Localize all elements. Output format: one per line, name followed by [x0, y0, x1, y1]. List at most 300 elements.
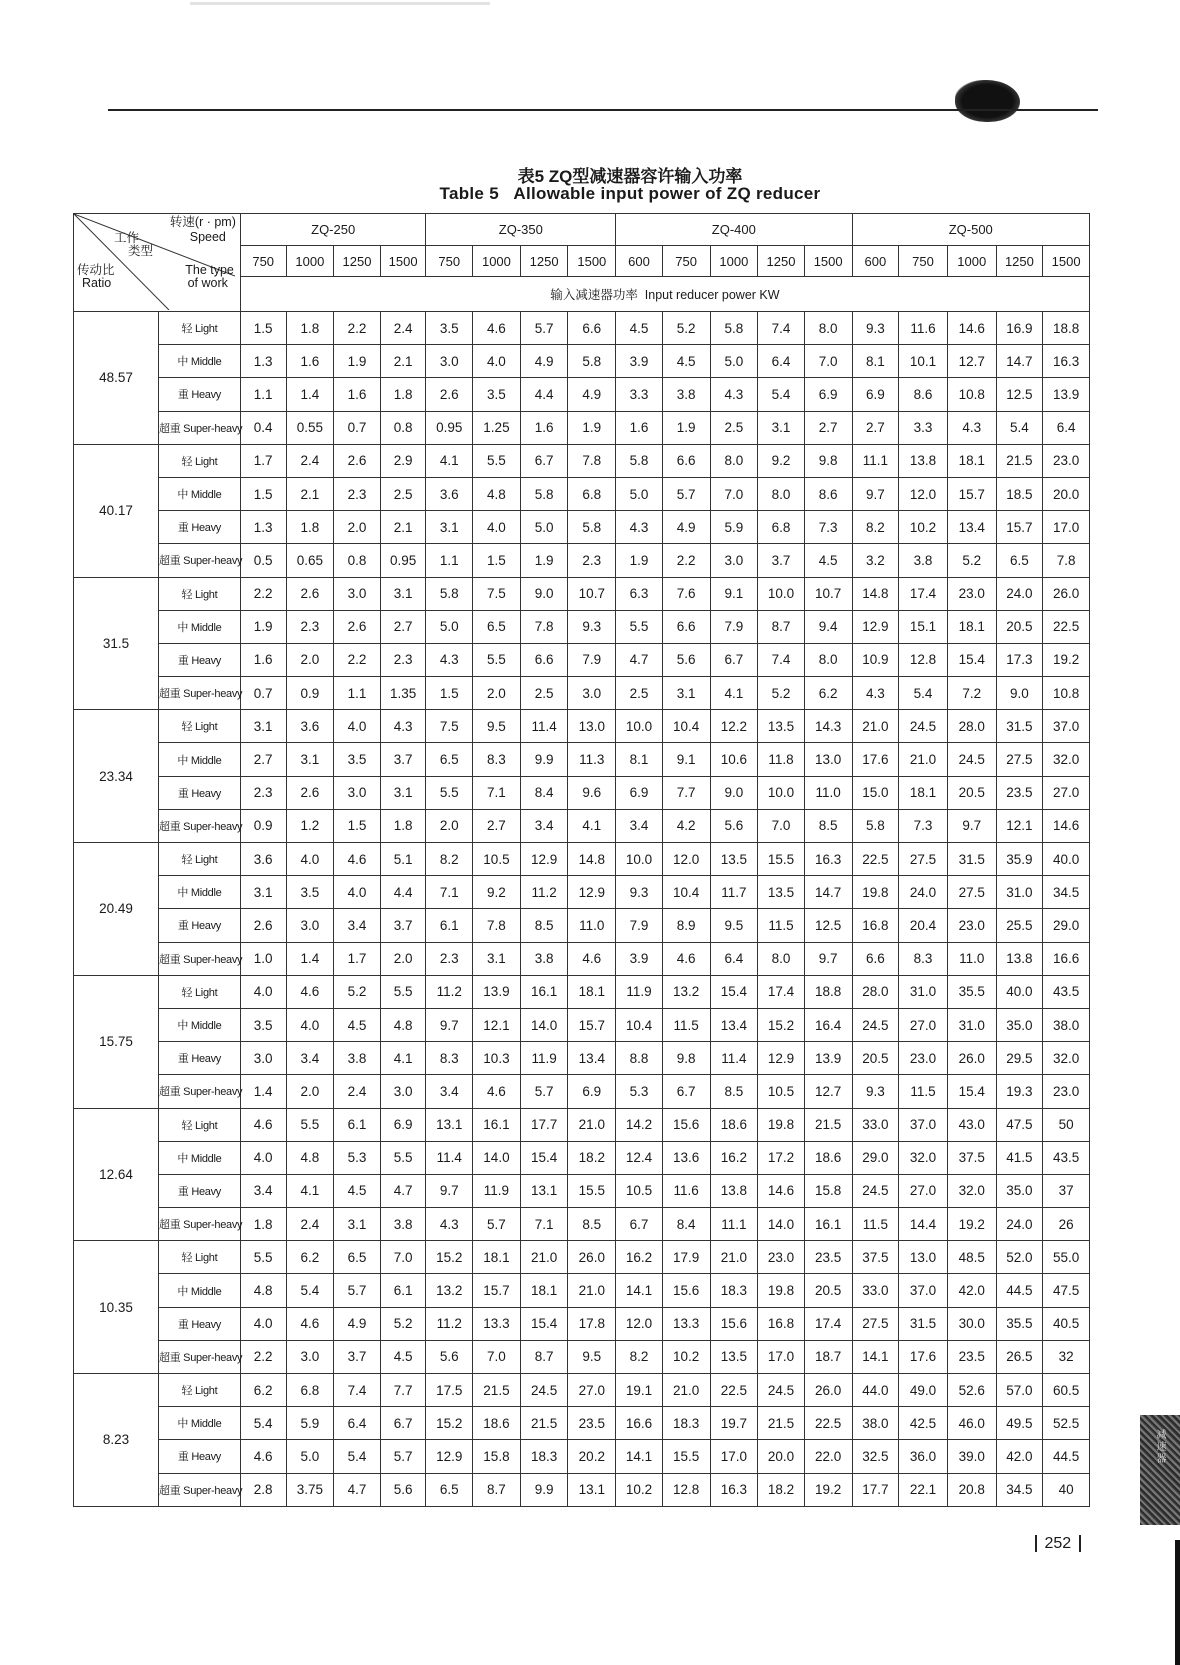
power-value-cell: 0.55 — [286, 411, 334, 444]
power-value-cell: 4.0 — [240, 1307, 286, 1340]
ratio-cell: 40.17 — [74, 444, 159, 577]
power-value-cell: 7.5 — [473, 577, 521, 610]
power-value-cell: 5.3 — [334, 1141, 381, 1174]
power-value-cell: 33.0 — [852, 1274, 899, 1307]
power-value-cell: 1.3 — [240, 511, 286, 544]
work-type-cell: 中 Middle — [159, 345, 241, 378]
power-value-cell: 5.4 — [286, 1274, 334, 1307]
power-value-cell: 32.0 — [947, 1174, 996, 1207]
power-value-cell: 3.1 — [240, 710, 286, 743]
power-value-cell: 24.0 — [996, 1208, 1043, 1241]
power-value-cell: 39.0 — [947, 1440, 996, 1473]
power-value-cell: 6.8 — [568, 477, 616, 510]
power-value-cell: 4.0 — [473, 511, 521, 544]
power-value-cell: 2.9 — [380, 444, 426, 477]
power-value-cell: 5.4 — [240, 1407, 286, 1440]
power-value-cell: 4.3 — [852, 677, 899, 710]
power-value-cell: 2.7 — [852, 411, 899, 444]
power-value-cell: 19.2 — [804, 1473, 852, 1506]
power-value-cell: 18.6 — [473, 1407, 521, 1440]
power-value-cell: 3.7 — [380, 743, 426, 776]
power-value-cell: 20.2 — [568, 1440, 616, 1473]
power-value-cell: 10.6 — [710, 743, 758, 776]
power-value-cell: 2.2 — [662, 544, 710, 577]
power-value-cell: 5.2 — [758, 677, 805, 710]
power-value-cell: 6.6 — [662, 444, 710, 477]
power-value-cell: 21.5 — [804, 1108, 852, 1141]
power-value-cell: 3.4 — [616, 809, 663, 842]
power-value-cell: 7.1 — [426, 876, 473, 909]
power-value-cell: 49.0 — [899, 1374, 948, 1407]
power-value-cell: 6.2 — [240, 1374, 286, 1407]
power-value-cell: 5.9 — [710, 511, 758, 544]
power-value-cell: 11.7 — [710, 876, 758, 909]
power-value-cell: 17.7 — [520, 1108, 568, 1141]
power-value-cell: 3.6 — [240, 843, 286, 876]
power-value-cell: 8.0 — [804, 312, 852, 345]
power-value-cell: 4.3 — [426, 1208, 473, 1241]
power-value-cell: 1.5 — [240, 312, 286, 345]
power-value-cell: 1.7 — [334, 942, 381, 975]
power-value-cell: 6.1 — [334, 1108, 381, 1141]
power-value-cell: 2.1 — [286, 477, 334, 510]
speed-header: 1000 — [473, 246, 521, 277]
work-label-cn-1: 工作 — [114, 231, 140, 245]
power-value-cell: 24.5 — [520, 1374, 568, 1407]
power-value-cell: 0.8 — [334, 544, 381, 577]
power-value-cell: 15.5 — [662, 1440, 710, 1473]
table-row — [74, 1374, 1090, 1407]
power-value-cell: 6.6 — [662, 610, 710, 643]
power-value-cell: 10.4 — [662, 876, 710, 909]
power-value-cell: 11.2 — [426, 1307, 473, 1340]
power-value-cell: 0.7 — [334, 411, 381, 444]
power-value-cell: 7.8 — [1043, 544, 1090, 577]
power-value-cell: 42.0 — [947, 1274, 996, 1307]
power-value-cell: 8.4 — [662, 1208, 710, 1241]
power-value-cell: 23.0 — [758, 1241, 805, 1274]
power-value-cell: 15.0 — [852, 776, 899, 809]
power-value-cell: 38.0 — [1043, 1008, 1090, 1041]
work-type-cell: 超重 Super-heavy — [159, 942, 241, 975]
power-value-cell: 11.9 — [616, 975, 663, 1008]
power-value-cell: 48.5 — [947, 1241, 996, 1274]
power-value-cell: 10.4 — [616, 1008, 663, 1041]
power-value-cell: 7.1 — [520, 1208, 568, 1241]
power-value-cell: 2.3 — [568, 544, 616, 577]
power-value-cell: 5.0 — [710, 345, 758, 378]
power-value-cell: 37.5 — [947, 1141, 996, 1174]
power-value-cell: 15.4 — [520, 1307, 568, 1340]
power-value-cell: 15.2 — [758, 1008, 805, 1041]
power-value-cell: 11.1 — [710, 1208, 758, 1241]
power-value-cell: 9.3 — [616, 876, 663, 909]
power-value-cell: 3.4 — [520, 809, 568, 842]
power-value-cell: 13.4 — [710, 1008, 758, 1041]
table-row — [74, 378, 1090, 411]
power-value-cell: 44.5 — [996, 1274, 1043, 1307]
power-value-cell: 12.5 — [804, 909, 852, 942]
power-value-cell: 13.0 — [804, 743, 852, 776]
power-value-cell: 15.2 — [426, 1407, 473, 1440]
power-value-cell: 14.2 — [616, 1108, 663, 1141]
power-value-cell: 26.5 — [996, 1340, 1043, 1373]
power-value-cell: 17.4 — [758, 975, 805, 1008]
power-value-cell: 16.8 — [852, 909, 899, 942]
work-type-cell: 轻 Light — [159, 312, 241, 345]
power-value-cell: 1.9 — [334, 345, 381, 378]
power-value-cell: 26.0 — [1043, 577, 1090, 610]
power-value-cell: 13.5 — [758, 876, 805, 909]
work-type-cell: 中 Middle — [159, 743, 241, 776]
power-value-cell: 0.4 — [240, 411, 286, 444]
speed-header: 1000 — [286, 246, 334, 277]
power-value-cell: 6.4 — [758, 345, 805, 378]
power-value-cell: 27.5 — [852, 1307, 899, 1340]
power-value-cell: 3.2 — [852, 544, 899, 577]
table-row — [74, 1241, 1090, 1274]
power-value-cell: 2.3 — [426, 942, 473, 975]
power-value-cell: 46.0 — [947, 1407, 996, 1440]
power-value-cell: 7.0 — [473, 1340, 521, 1373]
power-value-cell: 1.1 — [426, 544, 473, 577]
power-value-cell: 13.4 — [568, 1042, 616, 1075]
power-value-cell: 7.6 — [662, 577, 710, 610]
table-row — [74, 1440, 1090, 1473]
power-value-cell: 15.8 — [473, 1440, 521, 1473]
table-row — [74, 710, 1090, 743]
power-value-cell: 3.7 — [380, 909, 426, 942]
power-value-cell: 12.5 — [996, 378, 1043, 411]
power-value-cell: 1.4 — [286, 942, 334, 975]
power-value-cell: 15.7 — [947, 477, 996, 510]
power-value-cell: 7.3 — [804, 511, 852, 544]
power-value-cell: 31.0 — [899, 975, 948, 1008]
power-value-cell: 5.4 — [996, 411, 1043, 444]
power-value-cell: 22.5 — [804, 1407, 852, 1440]
power-value-cell: 12.7 — [804, 1075, 852, 1108]
power-value-cell: 9.1 — [710, 577, 758, 610]
power-value-cell: 3.9 — [616, 942, 663, 975]
power-value-cell: 4.1 — [380, 1042, 426, 1075]
power-value-cell: 15.6 — [710, 1307, 758, 1340]
power-value-cell: 14.4 — [899, 1208, 948, 1241]
power-value-cell: 34.5 — [1043, 876, 1090, 909]
ratio-label-en: Ratio — [82, 276, 112, 290]
power-value-cell: 6.9 — [804, 378, 852, 411]
power-value-cell: 12.0 — [662, 843, 710, 876]
power-value-cell: 16.2 — [616, 1241, 663, 1274]
power-value-cell: 18.8 — [804, 975, 852, 1008]
power-value-cell: 18.5 — [996, 477, 1043, 510]
power-value-cell: 0.9 — [286, 677, 334, 710]
power-value-cell: 17.6 — [852, 743, 899, 776]
power-value-cell: 7.1 — [473, 776, 521, 809]
power-value-cell: 12.9 — [758, 1042, 805, 1075]
power-value-cell: 10.1 — [899, 345, 948, 378]
power-value-cell: 9.7 — [426, 1174, 473, 1207]
power-value-cell: 19.7 — [710, 1407, 758, 1440]
power-value-cell: 5.5 — [616, 610, 663, 643]
power-value-cell: 4.0 — [240, 1141, 286, 1174]
power-value-cell: 4.5 — [616, 312, 663, 345]
power-value-cell: 14.1 — [616, 1274, 663, 1307]
power-value-cell: 8.1 — [616, 743, 663, 776]
power-value-cell: 15.5 — [568, 1174, 616, 1207]
power-value-cell: 4.1 — [286, 1174, 334, 1207]
power-value-cell: 18.3 — [520, 1440, 568, 1473]
work-type-cell: 重 Heavy — [159, 1042, 241, 1075]
power-value-cell: 16.1 — [804, 1208, 852, 1241]
power-value-cell: 37.0 — [1043, 710, 1090, 743]
power-value-cell: 10.0 — [616, 710, 663, 743]
power-value-cell: 6.3 — [616, 577, 663, 610]
power-value-cell: 21.0 — [568, 1274, 616, 1307]
power-value-cell: 22.5 — [852, 843, 899, 876]
speed-label-en: Speed — [189, 230, 226, 244]
power-value-cell: 2.1 — [380, 345, 426, 378]
power-value-cell: 18.6 — [804, 1141, 852, 1174]
power-value-cell: 3.8 — [380, 1208, 426, 1241]
power-value-cell: 23.5 — [996, 776, 1043, 809]
power-value-cell: 11.2 — [520, 876, 568, 909]
work-type-cell: 轻 Light — [159, 710, 241, 743]
table-row — [74, 477, 1090, 510]
power-value-cell: 12.9 — [568, 876, 616, 909]
power-value-cell: 10.4 — [662, 710, 710, 743]
power-value-cell: 8.3 — [899, 942, 948, 975]
power-value-cell: 7.8 — [568, 444, 616, 477]
power-value-cell: 5.2 — [662, 312, 710, 345]
power-value-cell: 24.5 — [852, 1008, 899, 1041]
power-value-cell: 4.1 — [710, 677, 758, 710]
power-value-cell: 2.2 — [334, 312, 381, 345]
power-value-cell: 8.0 — [710, 444, 758, 477]
power-value-cell: 8.2 — [616, 1340, 663, 1373]
power-value-cell: 18.1 — [520, 1274, 568, 1307]
power-value-cell: 19.8 — [758, 1108, 805, 1141]
power-value-cell: 4.8 — [380, 1008, 426, 1041]
power-value-cell: 18.3 — [662, 1407, 710, 1440]
power-value-cell: 9.8 — [662, 1042, 710, 1075]
power-value-cell: 5.0 — [616, 477, 663, 510]
power-value-cell: 9.1 — [662, 743, 710, 776]
power-value-cell: 14.7 — [996, 345, 1043, 378]
power-value-cell: 2.0 — [286, 1075, 334, 1108]
power-value-cell: 32.0 — [1043, 743, 1090, 776]
power-value-cell: 10.7 — [804, 577, 852, 610]
power-value-cell: 31.0 — [996, 876, 1043, 909]
power-value-cell: 2.2 — [240, 1340, 286, 1373]
power-value-cell: 13.3 — [662, 1307, 710, 1340]
power-value-cell: 11.9 — [520, 1042, 568, 1075]
power-value-cell: 14.7 — [804, 876, 852, 909]
power-value-cell: 6.4 — [334, 1407, 381, 1440]
work-type-cell: 重 Heavy — [159, 1440, 241, 1473]
power-value-cell: 27.0 — [899, 1008, 948, 1041]
speed-header: 1500 — [380, 246, 426, 277]
power-value-cell: 32 — [1043, 1340, 1090, 1373]
power-value-cell: 9.0 — [520, 577, 568, 610]
power-value-cell: 6.6 — [568, 312, 616, 345]
work-type-cell: 重 Heavy — [159, 511, 241, 544]
power-value-cell: 5.6 — [426, 1340, 473, 1373]
power-value-cell: 6.4 — [1043, 411, 1090, 444]
power-value-cell: 17.5 — [426, 1374, 473, 1407]
power-value-cell: 2.3 — [334, 477, 381, 510]
power-value-cell: 3.5 — [286, 876, 334, 909]
power-value-cell: 3.1 — [380, 776, 426, 809]
power-value-cell: 3.9 — [616, 345, 663, 378]
power-value-cell: 2.6 — [286, 776, 334, 809]
power-value-cell: 23.0 — [1043, 1075, 1090, 1108]
power-value-cell: 5.3 — [616, 1075, 663, 1108]
power-value-cell: 4.0 — [473, 345, 521, 378]
power-value-cell: 2.0 — [473, 677, 521, 710]
power-value-cell: 10.0 — [616, 843, 663, 876]
power-value-cell: 9.3 — [568, 610, 616, 643]
power-value-cell: 42.0 — [996, 1440, 1043, 1473]
power-value-cell: 10.3 — [473, 1042, 521, 1075]
power-value-cell: 16.6 — [1043, 942, 1090, 975]
power-value-cell: 1.4 — [240, 1075, 286, 1108]
power-value-cell: 12.7 — [947, 345, 996, 378]
power-value-cell: 8.3 — [426, 1042, 473, 1075]
power-value-cell: 21.0 — [710, 1241, 758, 1274]
power-value-cell: 2.3 — [286, 610, 334, 643]
table-row — [74, 1174, 1090, 1207]
power-value-cell: 13.1 — [426, 1108, 473, 1141]
power-value-cell: 2.5 — [520, 677, 568, 710]
work-type-cell: 重 Heavy — [159, 1307, 241, 1340]
work-type-cell: 超重 Super-heavy — [159, 1473, 241, 1506]
power-value-cell: 30.0 — [947, 1307, 996, 1340]
power-value-cell: 18.2 — [568, 1141, 616, 1174]
power-value-cell: 3.5 — [473, 378, 521, 411]
power-value-cell: 19.2 — [1043, 643, 1090, 676]
power-value-cell: 5.0 — [520, 511, 568, 544]
table-title-cn: 表5 ZQ型减速器容许输入功率 — [517, 167, 743, 186]
power-value-cell: 2.0 — [426, 809, 473, 842]
power-value-cell: 5.5 — [426, 776, 473, 809]
power-value-cell: 15.6 — [662, 1274, 710, 1307]
power-value-cell: 10.5 — [473, 843, 521, 876]
power-value-cell: 13.1 — [568, 1473, 616, 1506]
power-value-cell: 3.3 — [616, 378, 663, 411]
power-value-cell: 10.5 — [758, 1075, 805, 1108]
power-value-cell: 10.8 — [947, 378, 996, 411]
power-value-cell: 35.5 — [947, 975, 996, 1008]
table-row — [74, 1042, 1090, 1075]
power-value-cell: 6.7 — [616, 1208, 663, 1241]
power-value-cell: 47.5 — [1043, 1274, 1090, 1307]
power-value-cell: 5.7 — [520, 312, 568, 345]
power-value-cell: 6.5 — [996, 544, 1043, 577]
power-value-cell: 16.4 — [804, 1008, 852, 1041]
power-value-cell: 0.95 — [426, 411, 473, 444]
work-type-cell: 重 Heavy — [159, 909, 241, 942]
power-value-cell: 9.2 — [473, 876, 521, 909]
power-value-cell: 28.0 — [947, 710, 996, 743]
power-value-cell: 13.4 — [947, 511, 996, 544]
power-value-cell: 13.0 — [899, 1241, 948, 1274]
power-value-cell: 35.0 — [996, 1008, 1043, 1041]
model-header: ZQ-500 — [852, 214, 1089, 246]
power-value-cell: 44.5 — [1043, 1440, 1090, 1473]
work-type-cell: 中 Middle — [159, 477, 241, 510]
power-value-cell: 11.5 — [758, 909, 805, 942]
speed-header: 1250 — [996, 246, 1043, 277]
power-value-cell: 6.9 — [852, 378, 899, 411]
power-value-cell: 9.5 — [473, 710, 521, 743]
power-value-cell: 40.5 — [1043, 1307, 1090, 1340]
power-value-cell: 7.9 — [710, 610, 758, 643]
work-type-cell: 超重 Super-heavy — [159, 1075, 241, 1108]
table-row — [74, 942, 1090, 975]
power-value-cell: 2.2 — [240, 577, 286, 610]
power-value-cell: 4.0 — [334, 710, 381, 743]
power-value-cell: 12.0 — [899, 477, 948, 510]
power-value-cell: 15.7 — [568, 1008, 616, 1041]
work-type-cell: 重 Heavy — [159, 776, 241, 809]
power-value-cell: 3.0 — [426, 345, 473, 378]
power-value-cell: 1.9 — [662, 411, 710, 444]
power-value-cell: 1.3 — [240, 345, 286, 378]
power-value-cell: 4.9 — [520, 345, 568, 378]
power-value-cell: 4.5 — [334, 1008, 381, 1041]
work-type-cell: 超重 Super-heavy — [159, 677, 241, 710]
power-value-cell: 13.3 — [473, 1307, 521, 1340]
power-value-cell: 4.5 — [334, 1174, 381, 1207]
power-value-cell: 26.0 — [568, 1241, 616, 1274]
power-value-cell: 5.8 — [710, 312, 758, 345]
power-value-cell: 4.9 — [334, 1307, 381, 1340]
work-type-cell: 中 Middle — [159, 1407, 241, 1440]
power-value-cell: 3.8 — [662, 378, 710, 411]
power-value-cell: 2.6 — [286, 577, 334, 610]
power-value-cell: 15.1 — [899, 610, 948, 643]
power-value-cell: 6.5 — [426, 743, 473, 776]
power-value-cell: 17.7 — [852, 1473, 899, 1506]
work-type-cell: 超重 Super-heavy — [159, 411, 241, 444]
power-value-cell: 8.9 — [662, 909, 710, 942]
power-value-cell: 7.0 — [380, 1241, 426, 1274]
power-value-cell: 16.9 — [996, 312, 1043, 345]
power-value-cell: 3.5 — [240, 1008, 286, 1041]
scan-smudge — [190, 2, 490, 5]
power-value-cell: 24.5 — [947, 743, 996, 776]
power-value-cell: 24.0 — [996, 577, 1043, 610]
power-value-cell: 5.2 — [947, 544, 996, 577]
power-value-cell: 4.6 — [568, 942, 616, 975]
power-value-cell: 7.9 — [568, 643, 616, 676]
power-value-cell: 1.9 — [616, 544, 663, 577]
power-value-cell: 5.5 — [240, 1241, 286, 1274]
power-value-cell: 8.4 — [520, 776, 568, 809]
power-value-cell: 6.8 — [286, 1374, 334, 1407]
power-value-cell: 3.4 — [426, 1075, 473, 1108]
power-value-cell: 3.1 — [380, 577, 426, 610]
power-value-cell: 7.9 — [616, 909, 663, 942]
power-value-cell: 47.5 — [996, 1108, 1043, 1141]
power-value-cell: 12.9 — [426, 1440, 473, 1473]
work-type-cell: 重 Heavy — [159, 1174, 241, 1207]
power-value-cell: 5.4 — [758, 378, 805, 411]
power-value-cell: 4.3 — [380, 710, 426, 743]
power-value-cell: 17.0 — [758, 1340, 805, 1373]
power-value-cell: 17.0 — [710, 1440, 758, 1473]
power-value-cell: 17.6 — [899, 1340, 948, 1373]
